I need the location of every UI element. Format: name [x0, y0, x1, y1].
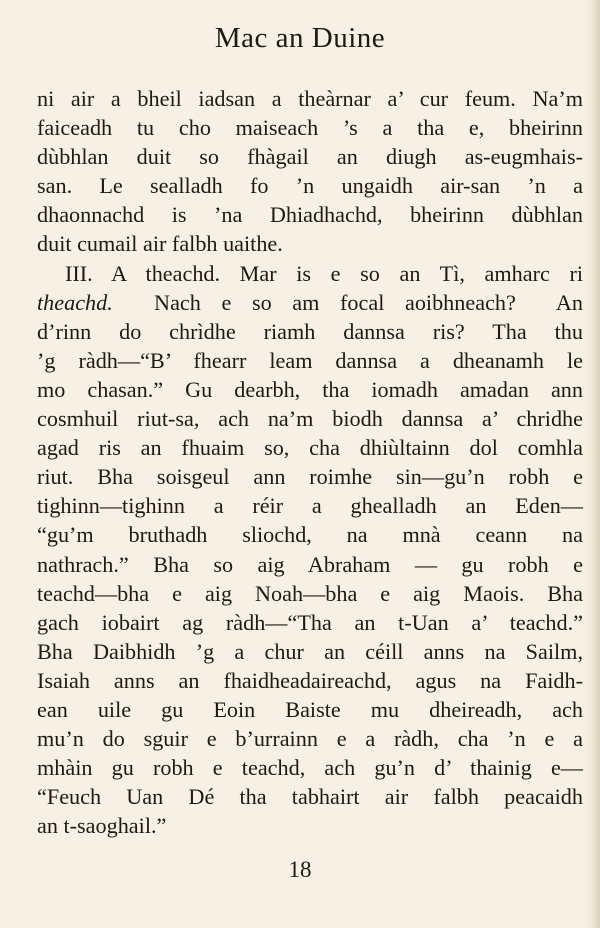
- text-line: Isaiah anns an fhaidheadaireachd, agus na Faidh-: [37, 667, 583, 693]
- text-line: gach iobairt ag ràdh—“Tha an t-Uan a’ teachd.”: [37, 609, 583, 635]
- text-line: d’rinn do chrìdhe riamh dannsa ris? Tha thu: [37, 318, 583, 344]
- section-heading-line: III. A theachd. Mar is e so an Tì, amharc ri: [65, 260, 583, 286]
- text-line: nathrach.” Bha so aig Abraham — gu robh e: [37, 551, 583, 577]
- running-head: Mac an Duine: [214, 22, 386, 54]
- text-line: [37, 288, 583, 317]
- text-line: mu’n do sguir e b’urrainn e a ràdh, cha ’n e a: [37, 726, 583, 752]
- text-line: ’g ràdh—“B’ fhearr leam dannsa a dheanamh le: [37, 347, 583, 373]
- text-line: duit cumail air falbh uaithe.: [37, 231, 283, 257]
- text-run: Nach e so am focal aoibhneach? An: [112, 289, 583, 315]
- text-line: faiceadh tu cho maiseach ’s a tha e, bheirinn: [37, 115, 583, 141]
- text-line: dùbhlan duit so fhàgail an diugh as-eugmhais-: [37, 144, 583, 170]
- text-line: Bha Daibhidh ’g a chur an céill anns na Sailm,: [37, 638, 583, 664]
- text-line: an t-saoghail.”: [37, 813, 167, 839]
- text-line: ni air a bheil iadsan a theàrnar a’ cur feum. Na’m: [37, 86, 583, 111]
- italic-word: theachd.: [37, 289, 113, 315]
- text-line: cosmhuil riut-sa, ach na’m biodh dannsa a’ chridhe: [37, 406, 583, 432]
- text-line: teachd—bha e aig Noah—bha e aig Maois. Bha: [37, 580, 583, 606]
- text-line: “Feuch Uan Dé tha tabhairt air falbh peacaidh: [37, 784, 583, 810]
- text-line: dhaonnachd is ’na Dhiadhachd, bheirinn dùbhlan: [37, 202, 583, 228]
- text-line: tighinn—tighinn a réir a ghealladh an Eden—: [37, 493, 583, 519]
- text-line: riut. Bha soisgeul ann roimhe sin—gu’n robh e: [37, 464, 583, 490]
- text-line: mhàin gu robh e teachd, ach gu’n d’ thainig e—: [37, 755, 583, 781]
- page-edge-shadow: [586, 0, 600, 928]
- text-line: san. Le sealladh fo ’n ungaidh air-san ’n a: [37, 173, 583, 199]
- page-number: 18: [288, 857, 312, 882]
- text-line: ean uile gu Eoin Baiste mu dheireadh, ach: [37, 696, 583, 722]
- text-line: agad ris an fhuaim so, cha dhiùltainn dol comhla: [37, 435, 583, 461]
- text-line: “gu’m bruthadh sliochd, na mnà ceann na: [37, 522, 583, 548]
- text-line: mo chasan.” Gu dearbh, tha iomadh amadan ann: [37, 376, 583, 402]
- body-text: [37, 84, 583, 840]
